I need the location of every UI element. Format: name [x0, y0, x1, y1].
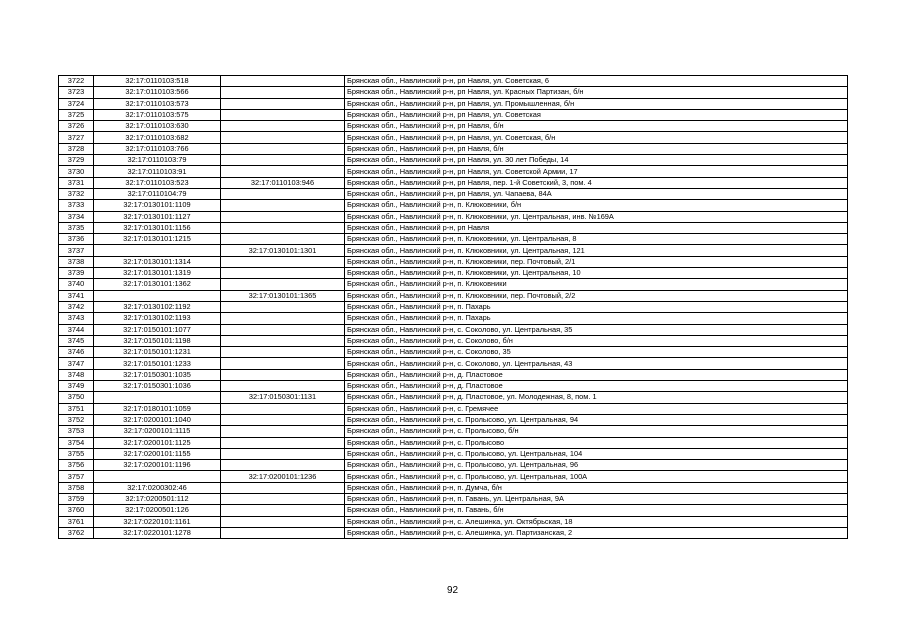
building-cadastral-number-cell [221, 279, 345, 290]
row-number-cell: 3735 [59, 222, 94, 233]
building-cadastral-number-cell [221, 301, 345, 312]
building-cadastral-number-cell [221, 437, 345, 448]
address-cell: Брянская обл., Навлинский р-н, п. Клюковники, ул. Центральная, инв. №169А [345, 211, 848, 222]
cadastral-number-cell: 32:17:0110103:575 [94, 109, 221, 120]
table-row [59, 437, 848, 448]
row-number-cell: 3746 [59, 347, 94, 358]
row-number-cell: 3733 [59, 200, 94, 211]
address-cell: Брянская обл., Навлинский р-н, д. Пластовое [345, 369, 848, 380]
table-row [59, 268, 848, 279]
table-row [59, 460, 848, 471]
row-number-cell: 3737 [59, 245, 94, 256]
table-row [59, 392, 848, 403]
cadastral-number-cell: 32:17:0110103:573 [94, 98, 221, 109]
row-number-cell: 3761 [59, 516, 94, 527]
address-cell: Брянская обл., Навлинский р-н, с. Соколово, ул. Центральная, 35 [345, 324, 848, 335]
row-number-cell: 3729 [59, 155, 94, 166]
address-cell: Брянская обл., Навлинский р-н, рп Навля, ул. 30 лет Победы, 14 [345, 155, 848, 166]
building-cadastral-number-cell [221, 143, 345, 154]
table-row [59, 448, 848, 459]
address-cell: Брянская обл., Навлинский р-н, с. Соколово, 35 [345, 347, 848, 358]
address-cell: Брянская обл., Навлинский р-н, с. Алешинка, ул. Партизанская, 2 [345, 527, 848, 538]
address-cell: Брянская обл., Навлинский р-н, рп Навля, б/н [345, 121, 848, 132]
row-number-cell: 3762 [59, 527, 94, 538]
cadastral-number-cell [94, 245, 221, 256]
table-row [59, 155, 848, 166]
cadastral-number-cell: 32:17:0180101:1059 [94, 403, 221, 414]
table-row [59, 335, 848, 346]
address-cell: Брянская обл., Навлинский р-н, с. Пролысово, б/н [345, 426, 848, 437]
cadastral-number-cell: 32:17:0150301:1036 [94, 381, 221, 392]
address-cell: Брянская обл., Навлинский р-н, п. Клюковники, ул. Центральная, 8 [345, 234, 848, 245]
building-cadastral-number-cell [221, 381, 345, 392]
address-cell: Брянская обл., Навлинский р-н, п. Пахарь [345, 301, 848, 312]
table-row [59, 245, 848, 256]
row-number-cell: 3730 [59, 166, 94, 177]
table-row [59, 505, 848, 516]
building-cadastral-number-cell [221, 121, 345, 132]
row-number-cell: 3757 [59, 471, 94, 482]
building-cadastral-number-cell: 32:17:0130101:1365 [221, 290, 345, 301]
building-cadastral-number-cell: 32:17:0130101:1301 [221, 245, 345, 256]
table-row [59, 324, 848, 335]
building-cadastral-number-cell [221, 335, 345, 346]
row-number-cell: 3731 [59, 177, 94, 188]
building-cadastral-number-cell [221, 369, 345, 380]
cadastral-number-cell: 32:17:0130101:1319 [94, 268, 221, 279]
building-cadastral-number-cell [221, 448, 345, 459]
building-cadastral-number-cell [221, 403, 345, 414]
table-row [59, 527, 848, 538]
row-number-cell: 3728 [59, 143, 94, 154]
address-cell: Брянская обл., Навлинский р-н, с. Соколово, б/н [345, 335, 848, 346]
table-row [59, 313, 848, 324]
building-cadastral-number-cell [221, 256, 345, 267]
table-row [59, 414, 848, 425]
table-row [59, 200, 848, 211]
building-cadastral-number-cell [221, 234, 345, 245]
building-cadastral-number-cell: 32:17:0150301:1131 [221, 392, 345, 403]
row-number-cell: 3751 [59, 403, 94, 414]
table-row [59, 76, 848, 87]
address-cell: Брянская обл., Навлинский р-н, п. Клюковники [345, 279, 848, 290]
row-number-cell: 3722 [59, 76, 94, 87]
address-cell: Брянская обл., Навлинский р-н, п. Клюковники, ул. Центральная, 121 [345, 245, 848, 256]
address-cell: Брянская обл., Навлинский р-н, рп Навля [345, 222, 848, 233]
building-cadastral-number-cell [221, 460, 345, 471]
cadastral-number-cell: 32:17:0110103:630 [94, 121, 221, 132]
building-cadastral-number-cell [221, 414, 345, 425]
table-row [59, 121, 848, 132]
row-number-cell: 3732 [59, 188, 94, 199]
address-cell: Брянская обл., Навлинский р-н, п. Клюковники, пер. Почтовый, 2/1 [345, 256, 848, 267]
page-number: 92 [446, 585, 459, 596]
row-number-cell: 3726 [59, 121, 94, 132]
table-row [59, 143, 848, 154]
table-row [59, 98, 848, 109]
table-row [59, 188, 848, 199]
address-cell: Брянская обл., Навлинский р-н, п. Думча, б/н [345, 482, 848, 493]
row-number-cell: 3750 [59, 392, 94, 403]
table-row [59, 166, 848, 177]
table-row [59, 279, 848, 290]
row-number-cell: 3748 [59, 369, 94, 380]
building-cadastral-number-cell [221, 426, 345, 437]
table-row [59, 347, 848, 358]
property-table-body [59, 76, 848, 539]
row-number-cell: 3739 [59, 268, 94, 279]
building-cadastral-number-cell [221, 324, 345, 335]
cadastral-number-cell: 32:17:0220101:1278 [94, 527, 221, 538]
building-cadastral-number-cell [221, 527, 345, 538]
address-cell: Брянская обл., Навлинский р-н, рп Навля, ул. Красных Партизан, б/н [345, 87, 848, 98]
address-cell: Брянская обл., Навлинский р-н, с. Пролысово, ул. Центральная, 100А [345, 471, 848, 482]
address-cell: Брянская обл., Навлинский р-н, рп Навля, ул. Советская, 6 [345, 76, 848, 87]
cadastral-number-cell: 32:17:0150301:1035 [94, 369, 221, 380]
table-row [59, 426, 848, 437]
address-cell: Брянская обл., Навлинский р-н, д. Пластовое [345, 381, 848, 392]
building-cadastral-number-cell [221, 166, 345, 177]
table-row [59, 482, 848, 493]
building-cadastral-number-cell [221, 505, 345, 516]
table-row [59, 109, 848, 120]
row-number-cell: 3745 [59, 335, 94, 346]
cadastral-number-cell: 32:17:0150101:1233 [94, 358, 221, 369]
row-number-cell: 3724 [59, 98, 94, 109]
table-row [59, 177, 848, 188]
address-cell: Брянская обл., Навлинский р-н, п. Гавань, ул. Центральная, 9А [345, 493, 848, 504]
table-row [59, 493, 848, 504]
cadastral-number-cell: 32:17:0220101:1161 [94, 516, 221, 527]
address-cell: Брянская обл., Навлинский р-н, с. Пролысово, ул. Центральная, 96 [345, 460, 848, 471]
building-cadastral-number-cell [221, 347, 345, 358]
cadastral-number-cell: 32:17:0110103:91 [94, 166, 221, 177]
cadastral-number-cell: 32:17:0200101:1155 [94, 448, 221, 459]
table-row [59, 381, 848, 392]
row-number-cell: 3727 [59, 132, 94, 143]
cadastral-number-cell: 32:17:0200101:1196 [94, 460, 221, 471]
address-cell: Брянская обл., Навлинский р-н, рп Навля, ул. Советская [345, 109, 848, 120]
cadastral-number-cell: 32:17:0130102:1193 [94, 313, 221, 324]
address-cell: Брянская обл., Навлинский р-н, рп Навля, ул. Чапаева, 84А [345, 188, 848, 199]
address-cell: Брянская обл., Навлинский р-н, рп Навля, пер. 1-й Советский, 3, пом. 4 [345, 177, 848, 188]
cadastral-number-cell [94, 471, 221, 482]
building-cadastral-number-cell [221, 109, 345, 120]
building-cadastral-number-cell [221, 516, 345, 527]
row-number-cell: 3759 [59, 493, 94, 504]
table-row [59, 222, 848, 233]
table-row [59, 403, 848, 414]
row-number-cell: 3747 [59, 358, 94, 369]
building-cadastral-number-cell [221, 155, 345, 166]
cadastral-number-cell: 32:17:0130101:1215 [94, 234, 221, 245]
address-cell: Брянская обл., Навлинский р-н, рп Навля, ул. Советская, б/н [345, 132, 848, 143]
building-cadastral-number-cell [221, 222, 345, 233]
building-cadastral-number-cell [221, 76, 345, 87]
cadastral-number-cell: 32:17:0200501:112 [94, 493, 221, 504]
address-cell: Брянская обл., Навлинский р-н, с. Алешинка, ул. Октябрьская, 18 [345, 516, 848, 527]
table-row [59, 290, 848, 301]
cadastral-number-cell: 32:17:0130101:1362 [94, 279, 221, 290]
row-number-cell: 3749 [59, 381, 94, 392]
address-cell: Брянская обл., Навлинский р-н, с. Пролысово [345, 437, 848, 448]
table-row [59, 516, 848, 527]
building-cadastral-number-cell: 32:17:0110103:946 [221, 177, 345, 188]
row-number-cell: 3760 [59, 505, 94, 516]
cadastral-number-cell: 32:17:0130102:1192 [94, 301, 221, 312]
building-cadastral-number-cell [221, 358, 345, 369]
cadastral-number-cell: 32:17:0200101:1040 [94, 414, 221, 425]
address-cell: Брянская обл., Навлинский р-н, рп Навля, ул. Советской Армии, 17 [345, 166, 848, 177]
table-row [59, 369, 848, 380]
row-number-cell: 3758 [59, 482, 94, 493]
address-cell: Брянская обл., Навлинский р-н, п. Пахарь [345, 313, 848, 324]
cadastral-number-cell: 32:17:0130101:1127 [94, 211, 221, 222]
row-number-cell: 3725 [59, 109, 94, 120]
table-row [59, 358, 848, 369]
row-number-cell: 3753 [59, 426, 94, 437]
row-number-cell: 3723 [59, 87, 94, 98]
cadastral-number-cell: 32:17:0130101:1314 [94, 256, 221, 267]
row-number-cell: 3740 [59, 279, 94, 290]
cadastral-number-cell: 32:17:0110104:79 [94, 188, 221, 199]
building-cadastral-number-cell [221, 87, 345, 98]
cadastral-number-cell: 32:17:0130101:1109 [94, 200, 221, 211]
cadastral-number-cell: 32:17:0110103:518 [94, 76, 221, 87]
cadastral-number-cell: 32:17:0110103:682 [94, 132, 221, 143]
building-cadastral-number-cell [221, 188, 345, 199]
building-cadastral-number-cell [221, 482, 345, 493]
address-cell: Брянская обл., Навлинский р-н, с. Пролысово, ул. Центральная, 104 [345, 448, 848, 459]
row-number-cell: 3736 [59, 234, 94, 245]
address-cell: Брянская обл., Навлинский р-н, д. Пластовое, ул. Молодежная, 8, пом. 1 [345, 392, 848, 403]
cadastral-number-cell: 32:17:0150101:1198 [94, 335, 221, 346]
table-row [59, 471, 848, 482]
building-cadastral-number-cell [221, 313, 345, 324]
row-number-cell: 3752 [59, 414, 94, 425]
cadastral-number-cell [94, 392, 221, 403]
building-cadastral-number-cell [221, 132, 345, 143]
address-cell: Брянская обл., Навлинский р-н, п. Гавань, б/н [345, 505, 848, 516]
building-cadastral-number-cell [221, 493, 345, 504]
cadastral-number-cell: 32:17:0150101:1077 [94, 324, 221, 335]
cadastral-number-cell: 32:17:0200101:1125 [94, 437, 221, 448]
cadastral-number-cell: 32:17:0130101:1156 [94, 222, 221, 233]
row-number-cell: 3756 [59, 460, 94, 471]
address-cell: Брянская обл., Навлинский р-н, с. Соколово, ул. Центральная, 43 [345, 358, 848, 369]
address-cell: Брянская обл., Навлинский р-н, рп Навля, б/н [345, 143, 848, 154]
table-row [59, 234, 848, 245]
cadastral-number-cell: 32:17:0200501:126 [94, 505, 221, 516]
row-number-cell: 3738 [59, 256, 94, 267]
cadastral-number-cell: 32:17:0110103:79 [94, 155, 221, 166]
address-cell: Брянская обл., Навлинский р-н, с. Пролысово, ул. Центральная, 94 [345, 414, 848, 425]
row-number-cell: 3734 [59, 211, 94, 222]
building-cadastral-number-cell [221, 98, 345, 109]
cadastral-number-cell: 32:17:0110103:766 [94, 143, 221, 154]
table-row [59, 301, 848, 312]
building-cadastral-number-cell [221, 211, 345, 222]
cadastral-number-cell: 32:17:0110103:523 [94, 177, 221, 188]
row-number-cell: 3744 [59, 324, 94, 335]
cadastral-number-cell: 32:17:0200302:46 [94, 482, 221, 493]
table-row [59, 132, 848, 143]
address-cell: Брянская обл., Навлинский р-н, п. Клюковники, ул. Центральная, 10 [345, 268, 848, 279]
cadastral-number-cell: 32:17:0110103:566 [94, 87, 221, 98]
cadastral-number-cell: 32:17:0150101:1231 [94, 347, 221, 358]
address-cell: Брянская обл., Навлинский р-н, рп Навля, ул. Промышленная, б/н [345, 98, 848, 109]
row-number-cell: 3754 [59, 437, 94, 448]
building-cadastral-number-cell [221, 200, 345, 211]
address-cell: Брянская обл., Навлинский р-н, с. Гремячее [345, 403, 848, 414]
row-number-cell: 3742 [59, 301, 94, 312]
row-number-cell: 3741 [59, 290, 94, 301]
property-table [58, 75, 848, 539]
cadastral-number-cell: 32:17:0200101:1115 [94, 426, 221, 437]
building-cadastral-number-cell [221, 268, 345, 279]
address-cell: Брянская обл., Навлинский р-н, п. Клюковники, б/н [345, 200, 848, 211]
row-number-cell: 3755 [59, 448, 94, 459]
cadastral-number-cell [94, 290, 221, 301]
building-cadastral-number-cell: 32:17:0200101:1236 [221, 471, 345, 482]
table-row [59, 211, 848, 222]
table-row [59, 256, 848, 267]
table-row [59, 87, 848, 98]
row-number-cell: 3743 [59, 313, 94, 324]
address-cell: Брянская обл., Навлинский р-н, п. Клюковники, пер. Почтовый, 2/2 [345, 290, 848, 301]
